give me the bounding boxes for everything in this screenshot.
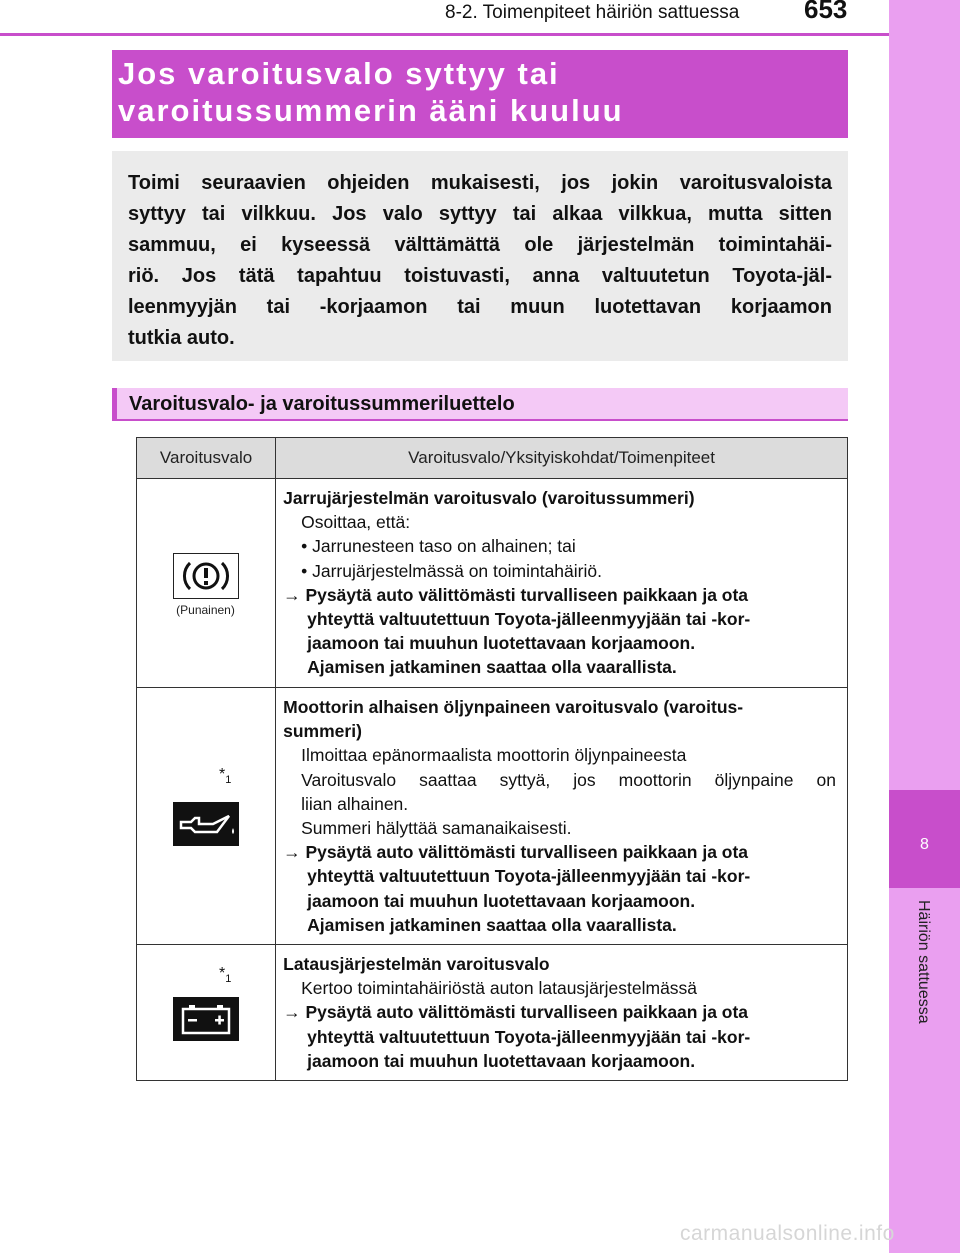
intro-line: sammuu, ei kyseessä välttämättä ole järjestelmän toimintahäi-	[128, 234, 832, 256]
warning-detail: Varoitusvalo saattaa syttyä, jos moottorin öljynpaine on	[301, 769, 836, 790]
action-text: → Pysäytä auto välittömästi turvalliseen paikkaan ja ota yhteyttä valtuutettuun Toyota-jälleenmyyjään tai -kor- jaamoon tai muuhun luotettavaan korjaamoon. Ajamisen jatkaminen saattaa olla vaarallista.	[283, 584, 751, 678]
warning-detail: Ilmoittaa epänormaalista moottorin öljynpaineesta	[301, 745, 687, 766]
chapter-number: 8	[920, 836, 929, 853]
warning-intro: Osoittaa, että:	[301, 512, 411, 533]
warning-title: Latausjärjestelmän varoitusvalo	[283, 954, 550, 975]
intro-line: riö. Jos tätä tapahtuu toistuvasti, anna valtuutetun Toyota-jäl-	[128, 265, 832, 287]
title-line-2: varoitussummerin ääni kuuluu	[118, 93, 624, 128]
battery-charge-icon	[173, 997, 239, 1041]
table-row	[137, 945, 848, 1081]
list-item: • Jarrujärjestelmässä on toimintahäiriö.	[301, 560, 602, 581]
section-title: 8-2. Toimenpiteet häiriön sattuessa	[445, 2, 740, 23]
warning-detail: Summeri hälyttää samanaikaisesti.	[301, 818, 572, 839]
chapter-side-tab	[889, 0, 960, 1253]
header-rule	[0, 33, 889, 36]
intro-line: leenmyyjän tai -korjaamon tai muun luotettavan korjaamon	[128, 296, 832, 318]
table-row	[137, 688, 848, 945]
warning-detail: liian alhainen.	[301, 793, 409, 814]
title-line-1: Jos varoitusvalo syttyy tai	[118, 56, 560, 91]
footnote-marker: $*_1$	[219, 965, 232, 986]
intro-box	[112, 151, 848, 361]
action-text: → Pysäytä auto välittömästi turvalliseen paikkaan ja ota yhteyttä valtuutettuun Toyota-jälleenmyyjään tai -kor- jaamoon tai muuhun luotettavaan korjaamoon. Ajamisen jatkaminen saattaa olla vaarallista.	[283, 842, 751, 935]
intro-line: syttyy tai vilkkuu. Jos valo syttyy tai alkaa vilkkua, mutta sitten	[128, 203, 832, 225]
brake-warning-icon	[173, 553, 239, 599]
warning-title: Jarrujärjestelmän varoitusvalo (varoitussummeri)	[283, 488, 695, 508]
footnote-marker: $*_1$	[219, 766, 232, 787]
icon-cell	[137, 688, 276, 945]
action-text: → Pysäytä auto välittömästi turvalliseen paikkaan ja ota yhteyttä valtuutettuun Toyota-jälleenmyyjään tai -kor- jaamoon tai muuhun luotettavaan korjaamoon.	[283, 1002, 751, 1071]
warning-light-table	[136, 437, 848, 1081]
table-header-row	[137, 438, 848, 479]
arrow-icon: →	[283, 842, 301, 863]
details-cell	[276, 688, 848, 945]
title-banner	[112, 50, 848, 138]
arrow-icon: →	[283, 584, 301, 605]
warning-detail: Kertoo toimintahäiriöstä auton latausjärjestelmässä	[301, 978, 698, 999]
arrow-icon: →	[283, 1002, 301, 1023]
icon-cell	[137, 479, 276, 688]
intro-line: tutkia auto.	[128, 327, 235, 349]
warning-title: Moottorin alhaisen öljynpaineen varoitusvalo (varoitus- summeri)	[283, 697, 744, 742]
page-header	[0, 0, 889, 30]
table-row	[137, 479, 848, 688]
column-header-details: Varoitusvalo/Yksityiskohdat/Toimenpiteet	[276, 438, 848, 479]
icon-caption: (Punainen)	[176, 603, 235, 617]
icon-cell	[137, 945, 276, 1081]
column-header-light: Varoitusvalo	[137, 438, 276, 479]
oil-pressure-icon	[173, 802, 239, 846]
chapter-label: Häiriön sattuessa	[915, 900, 932, 1024]
page-number: 653	[804, 0, 848, 24]
details-cell	[276, 945, 848, 1081]
subheading-text: Varoitusvalo- ja varoitussummeriluettelo	[129, 393, 515, 415]
subheading	[112, 388, 848, 421]
watermark: carmanualsonline.info	[680, 1222, 895, 1245]
list-item: • Jarrunesteen taso on alhainen; tai	[301, 536, 576, 557]
details-cell	[276, 479, 848, 688]
intro-line: Toimi seuraavien ohjeiden mukaisesti, jos jokin varoitusvaloista	[128, 172, 832, 194]
